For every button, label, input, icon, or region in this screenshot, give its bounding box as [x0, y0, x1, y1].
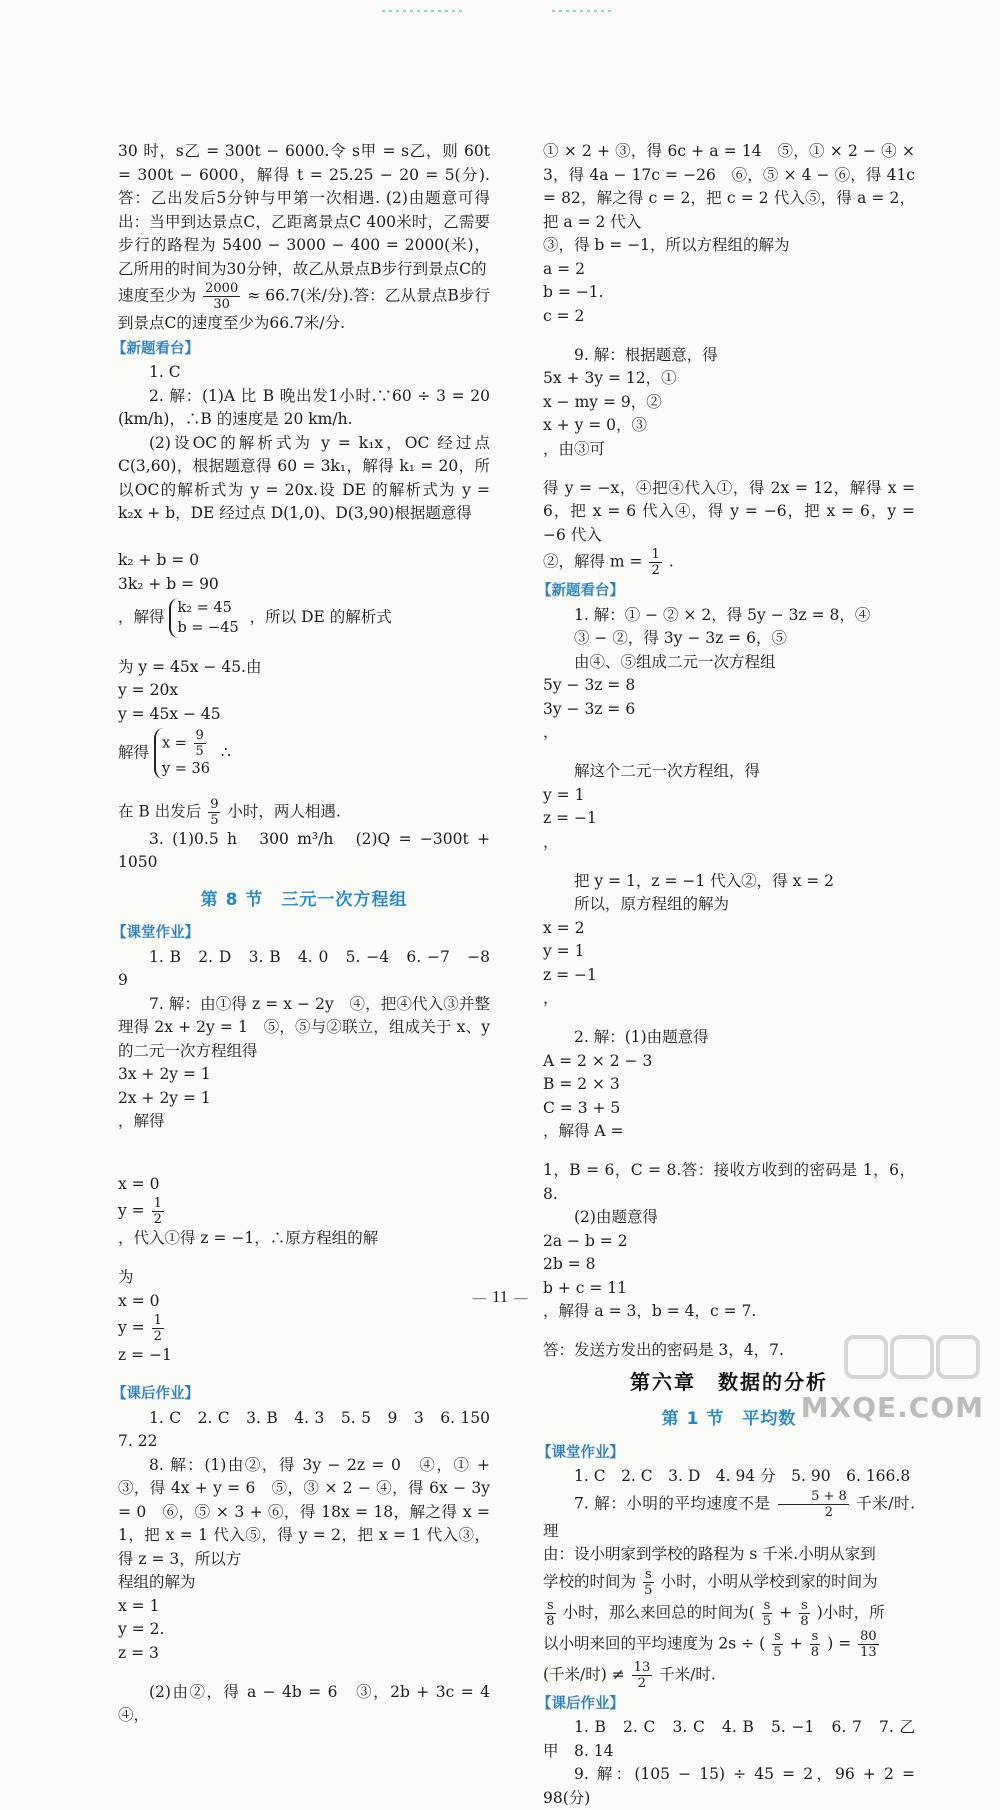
classwork-7b [118, 1149, 490, 1173]
classwork-7-line2: 由：设小明家到学校的路程为 s 千米.小明从家到 [543, 1545, 876, 1563]
classwork-7a: 7. 解：由①得 z = x − 2y ④，把④代入③并整理得 2x + 2y = 1 ⑤，⑤与②联立，组成关于 x、y 的二元一次方程组得 [118, 994, 490, 1060]
homework-8b: 程组的解为 [118, 1573, 196, 1591]
answer-9b: 得 y = −x，④把④代入①，得 2x = 12，解得 x = 6，把 x = 6 代入④，得 y = −6，把 x = 6，y = −6 代入 [543, 478, 915, 544]
new-1d: 解这个二元一次方程组，得 [574, 762, 761, 780]
equation-system: x = $\frac{9}{5}$ y = 36 [154, 728, 216, 779]
classwork-7-line5: 以小明来回的平均速度为 2s ÷ ( $\frac{s}{5}$ + $\frac{s}{8}$ ) = $\frac{80}{13}$ [543, 1628, 877, 1660]
chapter-title-6: 第六章 数据的分析 [630, 1369, 828, 1394]
answer-9c: ②，解得 m = $\frac{1}{2}$ . [543, 547, 674, 578]
top-scan-mark [372, 8, 622, 14]
homework-tag: 【课后作业】 [112, 1386, 199, 1402]
classwork-7c: 为 [118, 1268, 134, 1286]
new-2c: (2)由题意得 [574, 1208, 658, 1226]
answer-9: 9. 解：根据题意，得 [574, 345, 718, 364]
new-1c: 由④、⑤组成二元一次方程组 [574, 652, 776, 671]
classwork-choices: 1. B 2. D 3. B 4. 0 5. −4 6. −7 −8 9 [118, 947, 506, 989]
answer-1: 1. C [149, 363, 181, 381]
new-questions-tag-2: 【新题看台】 [537, 583, 624, 599]
classwork-7-line4: $\frac{s}{8}$ 小时，那么来回总的时间为( $\frac{s}{5}$ + $\frac{s}{8}$ )小时，所 [546, 1597, 885, 1629]
right-column: ① × 2 + ③，得 6c + a = 14 ⑤，① × 2 − ④ × 3，得 4a − 17c = −26 ⑥，⑤ × 4 − ⑥，得 41c = 82，解之得 c = 2，把 c = 2 代入⑤，得 a = 2，把 a = 2 代入 ③，得 b = −1，所以方程组的解为 a = 2 b = −1. c = 2 9. 解：根据题意，得 5x + 3y = 12，① x − my = 9，② x + y = 0，③ ，由③可 得 y = −x，④把④代入①，得 2x = 12，解得 x = 6，把 x = 6 代入④，得 y = −6，把 x = 6，y = −6 代入 ②，解得 m = $\frac{1}{2}$ . 【新题看台】 1. 解：① − ② × 2，得 5y − 3z = 8，④ ③ − ②，得 3y − 3z = 6，⑤ 由④、⑤组成二元一次方程组 5y − 3z = 8 3y − 3z = 6 ， 解这个二元一次方程组，得 y = 1 z = −1 ， 把 y = 1，z = −1 代入②，得 x = 2 所以，原方程组的解为 x = 2 y = 1 z = −1 ， 2. 解：(1)由题意得 A = 2 × 2 − 3 B = 2 × 3 C = 3 + 5 ，解得 A = 1，B = 6，C = 8.答：接收方收到的密码是 1，6，8. (2)由题意得 2a − b = 2 2b = 8 b + c = 11 ，解得 a = 3，b = 4，c = 7. 答：发送方发出的密码是 3，4，7. 第六章 数据的分析 第 1 节 平均数 【课堂作业】 1. C 2. C 3. D 4. 94 分 5. 90 6. 166.8 7. 解：小明的平均速度不是 $\frac{5 + 8}{2}$ 千米/时.理 由：设小明家到学校的路程为 s 千米.小明从家到 学校的时间为 $\frac{s}{5}$ 小时，小明从学校到家的时间为 $\frac{s}{8}$ 小时，那么来回总的时间为( $\frac{s}{5}$ + $\frac{s}{8}$ )小时，所 以小明来回的平均速度为 2s ÷ ( $\frac{s}{5}$ + $\frac{s}{8}$ ) = $\frac{80}{13}$ (千米/时) ≠ $\frac{13}{2}$ 千米/时. 【课后作业】 1. B 2. C 3. C 4. B 5. −1 6. 7 7. 乙 甲 8. 14 9. 解：(105 − 15) ÷ 45 = 2，96 + 2 = 98(分) [543, 140, 915, 1810]
classwork-7-line3: 学校的时间为 $\frac{s}{5}$ 小时，小明从学校到家的时间为 [543, 1566, 878, 1598]
new-2d: 答：发送方发出的密码是 3，4，7. [543, 1341, 784, 1359]
new-1b: ③ − ②，得 3y − 3z = 6，⑤ [574, 629, 787, 647]
answer-2a: 2. 解：(1)A 比 B 晚出发1小时.∵60 ÷ 3 = 20 (km/h)，∴B 的速度是 20 km/h. [118, 386, 490, 428]
fraction: $\frac{2000}{30}$ [205, 281, 239, 312]
homework-choices: 1. C 2. C 3. B 4. 3 5. 5 9 3 6. 150 7. 22 [118, 1408, 506, 1450]
section-title-1: 第 1 节 平均数 [661, 1409, 797, 1429]
left-column: 30 时，s乙 = 300t − 6000.令 s甲 = s乙，则 60t = 300t − 6000，解得 t = 25.25 − 20 = 5(分).答：乙出发后5分钟与甲第一次相遇. (2)由题意可得出：当甲到达景点C，乙距离景点C 400米时，乙需要步行的路程为 5400 − 3000 − 400 = 2000(米)，乙所用的时间为30分钟，故乙从景点B步行到景点C的 速度至少为 $\frac{2000}{30}$ ≈ 66.7(米/分).答：乙从景点B步行到景点C的速度至少为66.7米/分. 【新题看台】 1. C 2. 解：(1)A 比 B 晚出发1小时.∵60 ÷ 3 = 20 (km/h)，∴B 的速度是 20 km/h. (2)设OC的解析式为 y = k₁x，OC 经过点C(3,60)，根据题意得 60 = 3k₁，解得 k₁ = 20，所以OC的解析式为 y = 20x.设 DE 的解析式为 y = k₂x + b，DE 经过点 D(1,0)、D(3,90)根据题意得 k₂ + b = 0 3k₂ + b = 90 ，解得 k₂ = 45 b = −45 ，所以 DE 的解析式 为 y = 45x − 45.由 y = 20x y = 45x − 45 解得 x = $\frac{9}{5}$ y = 36 ∴ 在 B 出发后 $\frac{9}{5}$ 小时，两人相遇. 3. (1)0.5 h 300 m³/h (2)Q = −300t + 1050 第 8 节 三元一次方程组 【课堂作业】 1. B 2. D 3. B 4. 0 5. −4 6. −7 −8 9 7. 解：由①得 z = x − 2y ④，把④代入③并整理得 2x + 2y = 1 ⑤，⑤与②联立，组成关于 x、y 的二元一次方程组得 3x + 2y = 1 2x + 2y = 1 ，解得 x = 0 y = $\frac{1}{2}$ ，代入①得 z = −1，∴原方程组的解 为 x = 0 y = $\frac{1}{2}$ z = −1 【课后作业】 1. C 2. C 3. B 4. 3 5. 5 9 3 6. 150 7. 22 8. 解：(1)由②，得 3y − 2z = 0 ④，① + ③，得 4x + y = 6 ⑤，③ × 2 − ④，得 6x − 3y = 0 ⑥，⑤ × 3 + ⑥，得 18x = 18，解之得 x = 1，把 x = 1 代入⑤，得 y = 2，把 x = 1 代入③，得 z = 3，所以方 程组的解为 x = 1 y = 2. z = 3 (2)由②，得 a − 4b = 6 ③，2b + 3c = 4 ④， [118, 140, 490, 1728]
new-questions-tag: 【新题看台】 [112, 340, 199, 357]
new-1e: 把 y = 1，z = −1 代入②，得 x = 2 [574, 871, 835, 890]
right-para-1: ① × 2 + ③，得 6c + a = 14 ⑤，① × 2 − ④ × 3，得 4a − 17c = −26 ⑥，⑤ × 4 − ⑥，得 41c = 82，解之得 c = 2，把 c = 2 代入⑤，得 a = 2，把 a = 2 代入 [543, 142, 915, 231]
answer-3: 3. (1)0.5 h 300 m³/h (2)Q = −300t + 1050 [118, 829, 490, 871]
answer-2d: 在 B 出发后 $\frac{9}{5}$ 小时，两人相遇. [118, 796, 341, 828]
new-1f: 所以，原方程组的解为 [574, 895, 730, 913]
homework-8a: 8. 解：(1)由②，得 3y − 2z = 0 ④，① + ③，得 4x + y = 6 ⑤，③ × 2 − ④，得 6x − 3y = 0 ⑥，⑤ × 3 + ⑥，得 18x = 18，解之得 x = 1，把 x = 1 代入⑤，得 y = 2，把 x = 1 代入③，得 z = 3，所以方 [118, 1455, 490, 1568]
answer-2b: (2)设OC的解析式为 y = k₁x，OC 经过点C(3,60)，根据题意得 60 = 3k₁，解得 k₁ = 20，所以OC的解析式为 y = 20x.设 DE 的解析式为 y = k₂x + b，DE 经过点 D(1,0)、D(3,90)根据题意得 [118, 433, 490, 522]
right-para-1b: ③，得 b = −1，所以方程组的解为 [543, 236, 790, 254]
new-1a: 1. 解：① − ② × 2，得 5y − 3z = 8，④ [574, 605, 871, 624]
page-number: — 11 — [455, 1287, 545, 1307]
equation-system: k₂ = 45 b = −45 [169, 598, 244, 638]
new-2b: 1，B = 6，C = 8.答：接收方收到的密码是 1，6，8. [543, 1161, 915, 1203]
left-para-1: 30 时，s乙 = 300t − 6000.令 s甲 = s乙，则 60t = 300t − 6000，解得 t = 25.25 − 20 = 5(分).答：乙出发后5分钟与甲第一次相遇. (2)由题意可得出：当甲到达景点C，乙距离景点C 400米时，乙需要步行的路程为 5400 − 3000 − 400 = 2000(米)，乙所用的时间为30分钟，故乙从景点B步行到景点C的 [118, 142, 490, 278]
answer-2c: 为 y = 45x − 45.由 [118, 657, 262, 676]
watermark-text: MXQE.COM [800, 1391, 984, 1424]
classwork-7-line1: 7. 解：小明的平均速度不是 $\frac{5 + 8}{2}$ 千米/时.理 [543, 1488, 916, 1540]
left-para-1b: 速度至少为 $\frac{2000}{30}$ ≈ 66.7(米/分).答：乙从景点B步行到景点C的速度至少为66.7米/分. [118, 281, 490, 332]
answer-2-systems [118, 526, 490, 550]
homework-choices-2: 1. B 2. C 3. C 4. B 5. −1 6. 7 7. 乙 甲 8. 14 [543, 1718, 915, 1760]
homework-8c: (2)由②，得 a − 4b = 6 ③，2b + 3c = 4 ④， [118, 1682, 506, 1724]
homework-9: 9. 解：(105 − 15) ÷ 45 = 2，96 + 2 = 98(分) [543, 1765, 915, 1807]
classwork-tag: 【课堂作业】 [112, 925, 199, 941]
classwork-7-line6: (千米/时) ≠ $\frac{13}{2}$ 千米/时. [543, 1659, 716, 1691]
new-2a: 2. 解：(1)由题意得 [574, 1028, 709, 1046]
classwork-tag-2: 【课堂作业】 [537, 1444, 624, 1461]
classwork-choices-2: 1. C 2. C 3. D 4. 94 分 5. 90 6. 166.8 [574, 1467, 911, 1485]
section-title-8: 第 8 节 三元一次方程组 [200, 889, 408, 910]
homework-tag-2: 【课后作业】 [537, 1695, 624, 1712]
